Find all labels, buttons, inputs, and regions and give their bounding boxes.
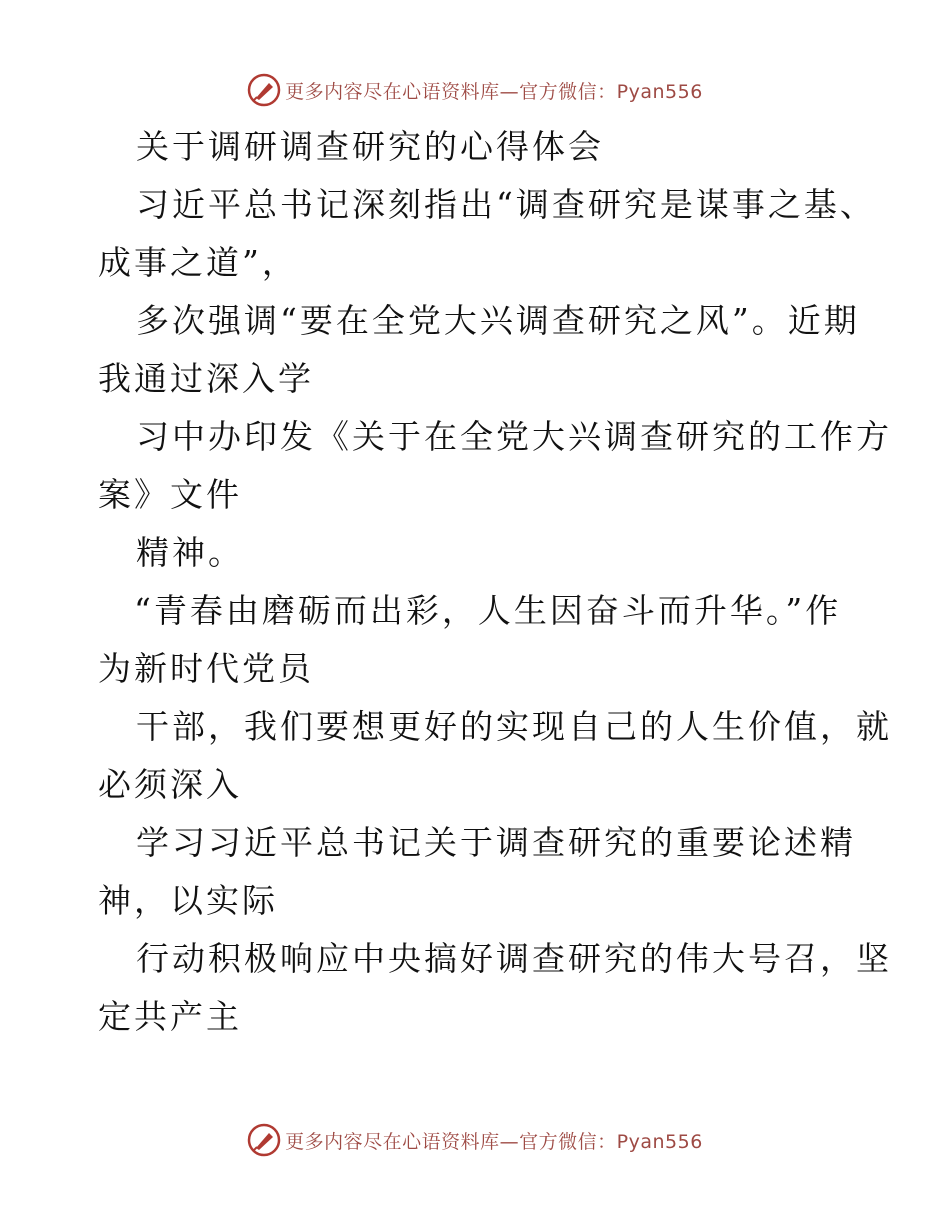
paragraph-line: 干部，我们要想更好的实现自己的人生价值，就 xyxy=(136,707,892,746)
paragraph-line: 为新时代党员 xyxy=(98,649,314,688)
pen-nib-logo-icon xyxy=(247,1123,281,1157)
watermark-text: 更多内容尽在心语资料库—官方微信：Pyan556 xyxy=(285,1130,703,1153)
watermark-text: 更多内容尽在心语资料库—官方微信：Pyan556 xyxy=(285,80,703,103)
paragraph-line: “青春由磨砺而出彩，人生因奋斗而升华。”作 xyxy=(134,591,842,630)
paragraph-line: 习中办印发《关于在全党大兴调查研究的工作方 xyxy=(136,417,892,456)
pen-nib-logo-icon xyxy=(247,73,281,107)
paragraph-line: 行动积极响应中央搞好调查研究的伟大号召，坚 xyxy=(136,939,892,978)
paragraph-line: 案》文件 xyxy=(98,475,242,514)
header-watermark-banner xyxy=(0,70,950,110)
paragraph-line: 多次强调“要在全党大兴调查研究之风”。近期 xyxy=(136,301,860,340)
paragraph-line: 成事之道”， xyxy=(98,243,298,282)
document-body xyxy=(98,118,892,1046)
paragraph-line: 神，以实际 xyxy=(98,881,278,920)
paragraph-line: 学习习近平总书记关于调查研究的重要论述精 xyxy=(136,823,856,862)
paragraph-line: 必须深入 xyxy=(98,765,242,804)
paragraph-line: 精神。 xyxy=(136,533,244,572)
paragraph-line: 习近平总书记深刻指出“调查研究是谋事之基、 xyxy=(136,185,876,224)
paragraph-line: 定共产主 xyxy=(98,997,242,1036)
paragraph-line: 我通过深入学 xyxy=(98,359,314,398)
document-title: 关于调研调查研究的心得体会 xyxy=(136,127,604,166)
footer-watermark-banner xyxy=(0,1120,950,1160)
